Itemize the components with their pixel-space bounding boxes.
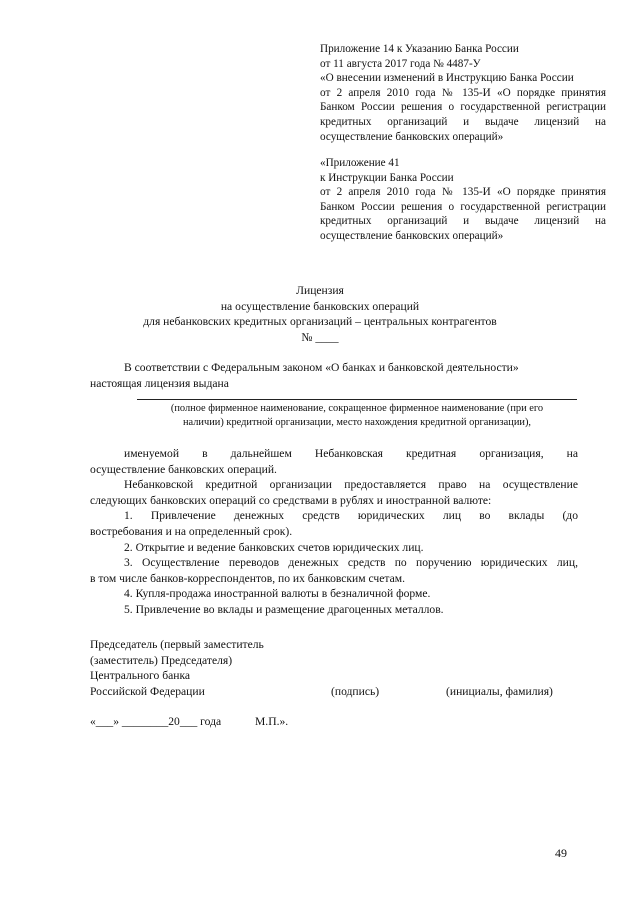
title-line: на осуществление банковских операций bbox=[220, 299, 420, 313]
license-body bbox=[90, 446, 578, 618]
signature-block bbox=[90, 637, 264, 699]
signatory-title: (заместитель) Председателя) bbox=[90, 653, 233, 667]
list-item: 5. Привлечение во вклады и размещение драгоценных металлов. bbox=[124, 602, 444, 616]
header-line: осуществление банковских операций» bbox=[320, 229, 504, 242]
header-line: к Инструкции Банка России bbox=[320, 171, 454, 184]
list-item: 3. Осуществление переводов денежных средств по поручению юридических лиц, bbox=[124, 556, 578, 570]
header-line: «Приложение 41 bbox=[320, 157, 400, 169]
intro-line: В соответствии с Федеральным законом «О банках и банковской деятельности» bbox=[124, 361, 519, 374]
date-line: «___» ________20___ года bbox=[90, 715, 222, 728]
body-line: Небанковской кредитной организации предоставляется право на осуществление bbox=[124, 478, 578, 492]
list-item: 2. Открытие и ведение банковских счетов юридических лиц. bbox=[124, 540, 424, 554]
header-line: Приложение 14 к Указанию Банка России bbox=[320, 43, 519, 55]
list-item: востребования и на определенный срок). bbox=[90, 524, 293, 538]
appendix-header bbox=[320, 42, 606, 144]
list-item: 4. Купля-продажа иностранной валюты в безналичной форме. bbox=[124, 587, 431, 601]
list-item: 1. Привлечение денежных средств юридических лиц во вклады (до bbox=[124, 509, 578, 523]
organization-name-note bbox=[137, 402, 577, 430]
initials-caption: (инициалы, фамилия) bbox=[446, 685, 553, 698]
signatory-title: Российской Федерации bbox=[90, 684, 205, 698]
header-line: кредитных организаций и выдаче лицензий на bbox=[320, 115, 606, 128]
license-number: № ____ bbox=[301, 330, 339, 344]
header-line: кредитных организаций и выдаче лицензий на bbox=[320, 215, 606, 228]
body-line: именуемой в дальнейшем Небанковская кредитная организация, на bbox=[124, 447, 578, 460]
title-line: Лицензия bbox=[296, 284, 344, 297]
header-line: Банком России решения о государственной регистрации bbox=[320, 101, 606, 114]
seal-mark: М.П.». bbox=[255, 715, 289, 728]
signatory-title: Центрального банка bbox=[90, 669, 191, 683]
header-line: от 2 апреля 2010 года № 135-И «О порядке принятия bbox=[320, 86, 606, 99]
header-line: Банком России решения о государственной регистрации bbox=[320, 200, 606, 213]
note-line: (полное фирменное наименование, сокращенное фирменное наименование (при его bbox=[170, 403, 544, 414]
title-line: для небанковских кредитных организаций – центральных контрагентов bbox=[143, 315, 497, 328]
license-title bbox=[0, 283, 640, 345]
intro-paragraph bbox=[90, 360, 578, 391]
signature-caption: (подпись) bbox=[331, 685, 380, 698]
appendix-header-41 bbox=[320, 156, 606, 244]
list-item: в том числе банков-корреспондентов, по их банковским счетам. bbox=[90, 571, 405, 585]
page-number: 49 bbox=[555, 846, 567, 860]
signatory-title: Председатель (первый заместитель bbox=[90, 638, 264, 651]
body-line: следующих банковских операций со средствами в рублях и иностранной валюте: bbox=[90, 493, 492, 507]
header-line: осуществление банковских операций» bbox=[320, 130, 504, 143]
note-line: наличии) кредитной организации, место нахождения кредитной организации), bbox=[182, 417, 531, 428]
intro-line: настоящая лицензия выдана bbox=[90, 376, 229, 390]
header-line: «О внесении изменений в Инструкцию Банка России bbox=[320, 72, 574, 85]
header-line: от 11 августа 2017 года № 4487-У bbox=[320, 57, 481, 70]
fill-in-line bbox=[137, 399, 577, 400]
body-line: осуществление банковских операций. bbox=[90, 462, 277, 476]
header-line: от 2 апреля 2010 года № 135-И «О порядке принятия bbox=[320, 186, 606, 199]
